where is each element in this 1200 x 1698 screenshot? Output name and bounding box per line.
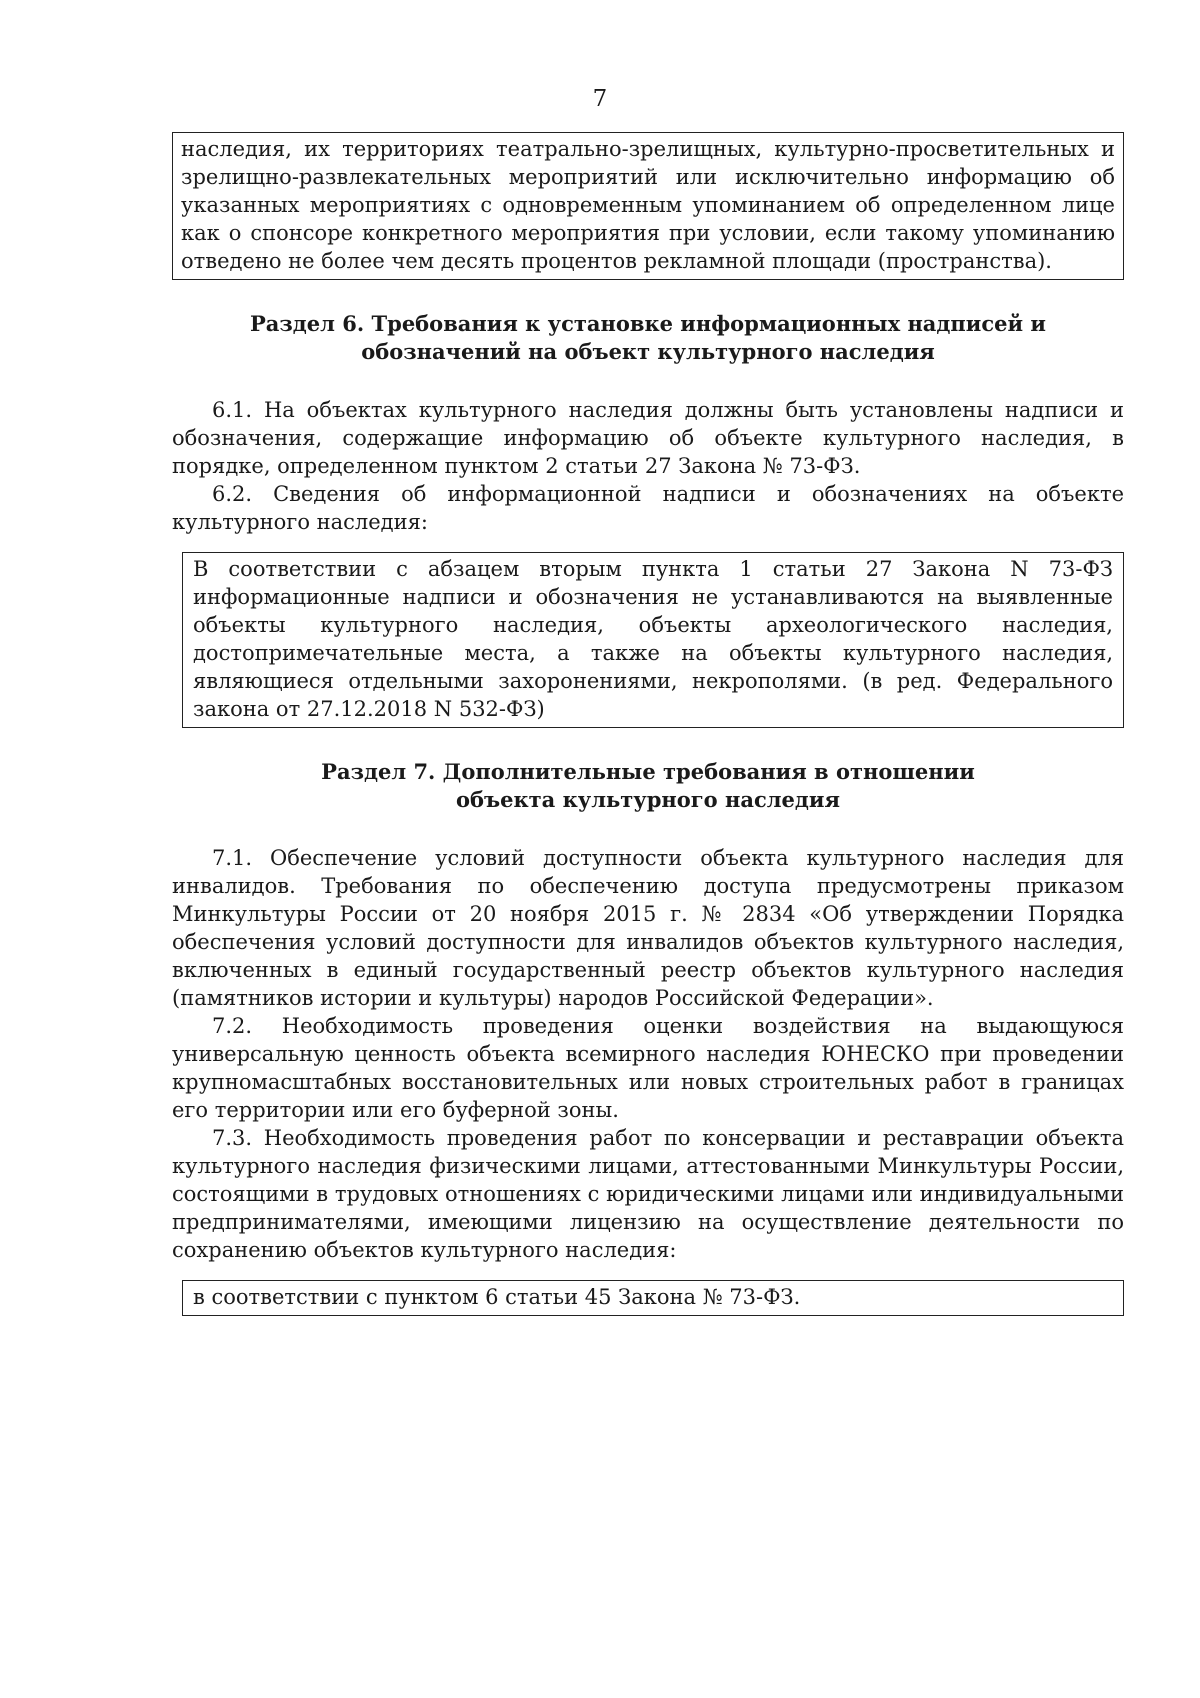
section-6-title-line-1: Раздел 6. Требования к установке информационных надписей и — [250, 311, 1046, 336]
page-number: 7 — [592, 86, 608, 112]
paragraph-7-2: 7.2. Необходимость проведения оценки воздействия на выдающуюся универсальную ценность объекта всемирного наследия ЮНЕСКО при проведении крупномасштабных восстановительных или новых строительных работ в границах его территории или его буферной зоны. — [172, 1014, 1124, 1122]
continuation-box: наследия, их территориях театрально-зрелищных, культурно-просветительных и зрелищно-развлекательных мероприятий или исключительно информацию об указанных мероприятиях с одновременным упоминанием об определенном лице как о спонсоре конкретного мероприятия при условии, если такому упоминанию отведено не более чем десять процентов рекламной площади (пространства). — [172, 132, 1124, 280]
paragraph-6-2: 6.2. Сведения об информационной надписи и обозначениях на объекте культурного наследия: — [172, 482, 1124, 534]
section-7-info-box: в соответствии с пунктом 6 статьи 45 Закона № 73-ФЗ. — [182, 1280, 1124, 1316]
paragraph-7-3: 7.3. Необходимость проведения работ по консервации и реставрации объекта культурного наследия физическими лицами, аттестованными Минкультуры России, состоящими в трудовых отношениях с юридическими лицами или индивидуальными предпринимателями, имеющими лицензию на осуществление деятельности по сохранению объектов культурного наследия: — [172, 1126, 1124, 1262]
paragraph-7-1: 7.1. Обеспечение условий доступности объекта культурного наследия для инвалидов. Требования по обеспечению доступа предусмотрены приказом Минкультуры России от 20 ноября 2015 г. № 2834 «Об утверждении Порядка обеспечения условий доступности для инвалидов объектов культурного наследия, включенных в единый государственный реестр объектов культурного наследия (памятников истории и культуры) народов Российской Федерации». — [172, 846, 1124, 1010]
section-6-title — [172, 310, 1124, 366]
document-content — [172, 132, 1124, 1316]
section-7-title — [172, 758, 1124, 814]
paragraph-6-1: 6.1. На объектах культурного наследия должны быть установлены надписи и обозначения, содержащие информацию об объекте культурного наследия, в порядке, определенном пунктом 2 статьи 27 Закона № 73-ФЗ. — [172, 398, 1124, 478]
section-7-title-line-2: объекта культурного наследия — [456, 787, 840, 812]
section-6-info-box: В соответствии с абзацем вторым пункта 1 статьи 27 Закона N 73-ФЗ информационные надписи и обозначения не устанавливаются на выявленные объекты культурного наследия, объекты археологического наследия, достопримечательные места, а также на объекты культурного наследия, являющиеся отдельными захоронениями, некрополями. (в ред. Федерального закона от 27.12.2018 N 532-ФЗ) — [182, 552, 1124, 728]
section-7-title-line-1: Раздел 7. Дополнительные требования в отношении — [321, 759, 975, 784]
section-6-title-line-2: обозначений на объект культурного наследия — [361, 339, 935, 364]
